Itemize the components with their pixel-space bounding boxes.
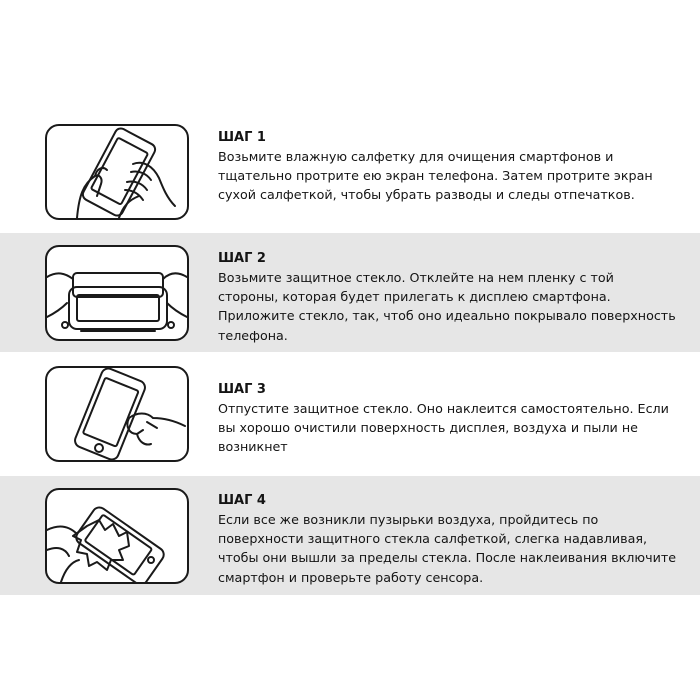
step-1-text <box>218 128 678 205</box>
step-2-description: Возьмите защитное стекло. Отклейте на нем пленку с той стороны, которая будет прилегать к дисплею смартфона. Приложите стекло, так, чтоб оно идеально покрывало поверхность телефона. <box>218 270 676 343</box>
bubble-remove-icon <box>47 490 187 582</box>
step-2-illustration <box>45 245 189 341</box>
step-4-text <box>218 491 678 587</box>
step-4-illustration <box>45 488 189 584</box>
glass-apply-icon <box>47 247 187 339</box>
phone-wipe-icon <box>47 126 187 218</box>
step-1-description: Возьмите влажную салфетку для очищения смартфонов и тщательно протрите ею экран телефона. Затем протрите экран сухой салфеткой, чтобы убрать разводы и следы отпечатков. <box>218 149 653 203</box>
step-3-text <box>218 380 678 457</box>
step-4-title: ШАГ 4 <box>218 493 266 508</box>
step-3-illustration <box>45 366 189 462</box>
step-2-title: ШАГ 2 <box>218 251 266 266</box>
step-1-illustration <box>45 124 189 220</box>
step-3-title: ШАГ 3 <box>218 382 266 397</box>
step-2-text <box>218 249 678 345</box>
step-3-description: Отпустите защитное стекло. Оно наклеится самостоятельно. Если вы хорошо очистили поверхность дисплея, воздуха и пыли не возникнет <box>218 401 669 455</box>
step-4-description: Если все же возникли пузырьки воздуха, пройдитесь по поверхности защитного стекла салфеткой, слегка надавливая, чтобы они вышли за пределы стекла. После наклеивания включите смартфон и проверьте работу сенсора. <box>218 512 677 585</box>
step-1-title: ШАГ 1 <box>218 130 266 145</box>
glass-release-icon <box>47 368 187 460</box>
